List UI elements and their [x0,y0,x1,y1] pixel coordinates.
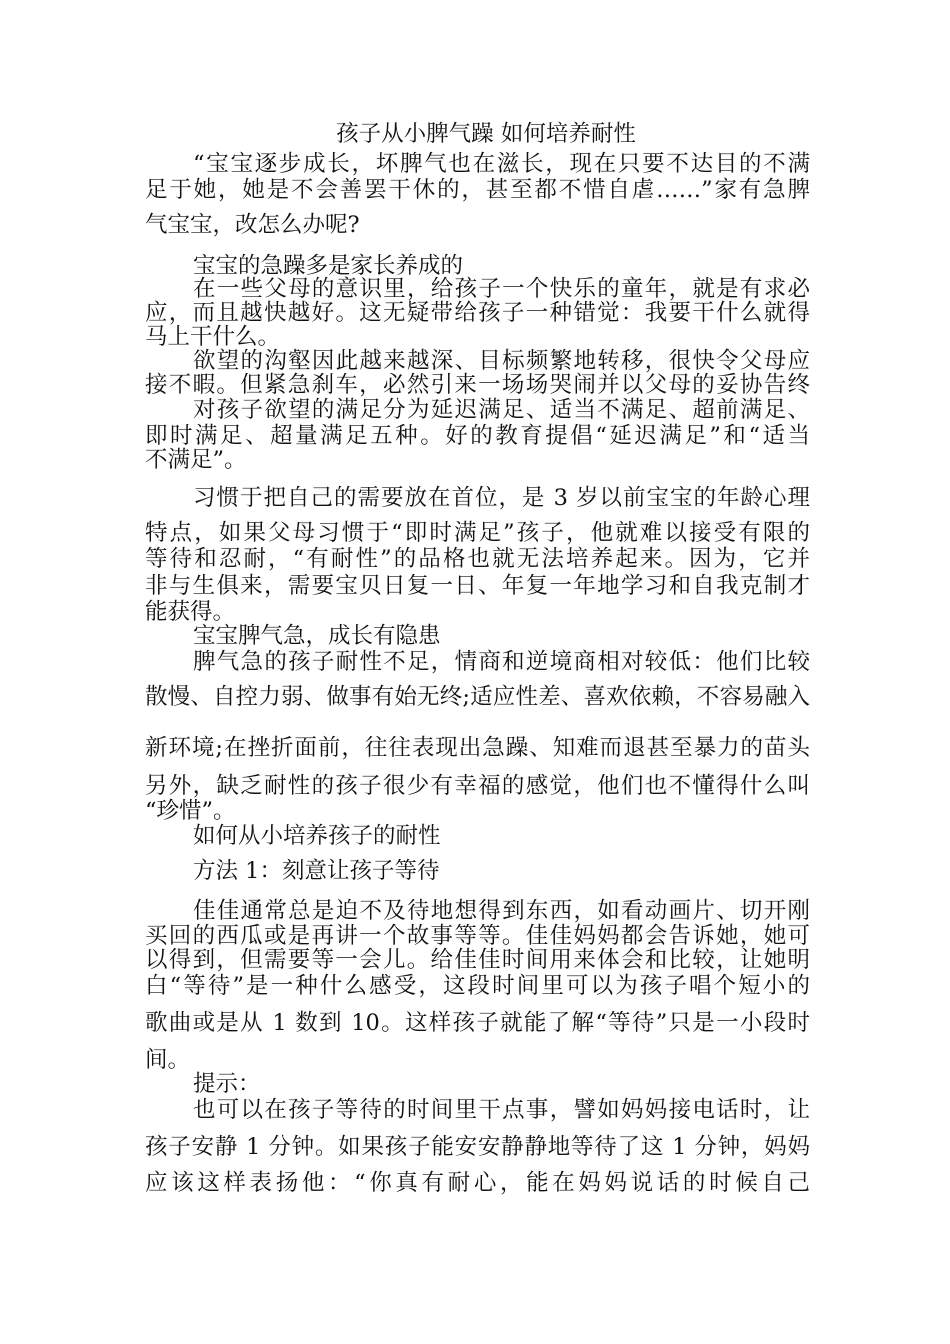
paragraph-line: 新环境;在挫折面前，往往表现出急躁、知难而退甚至暴力的苗头 [145,735,810,761]
paragraph-line: 对孩子欲望的满足分为延迟满足、适当不满足、超前满足、 [193,397,810,423]
paragraph-line: 接不暇。但紧急刹车，必然引来一场场哭闹并以父母的妥协告终 [145,372,810,398]
paragraph-line: 足于她，她是不会善罢干休的，甚至都不惜自虐……”家有急脾 [145,177,810,203]
paragraph-line: 等待和忍耐，“有耐性”的品格也就无法培养起来。因为，它并 [145,546,810,572]
paragraph-line: 应，而且越快越好。这无疑带给孩子一种错觉：我要干什么就得 [145,300,810,326]
method-heading: 方法 1：刻意让孩子等待 [193,858,440,884]
paragraph-line: 即时满足、超量满足五种。好的教育提倡“延迟满足”和“适当 [145,423,810,449]
paragraph-line: 能获得。 [145,599,236,625]
paragraph-line: 佳佳通常总是迫不及待地想得到东西，如看动画片、切开刚 [193,898,810,924]
paragraph-line: 习惯于把自己的需要放在首位，是 3 岁以前宝宝的年龄心理 [193,485,810,511]
paragraph-line: 脾气急的孩子耐性不足，情商和逆境商相对较低：他们比较 [193,649,810,675]
paragraph-line: “宝宝逐步成长，坏脾气也在滋长，现在只要不达目的不满 [193,151,810,177]
paragraph-line: 应该这样表扬他：“你真有耐心，能在妈妈说话的时候自己 [145,1170,810,1196]
paragraph-line: 不满足”。 [145,447,247,473]
section-heading: 如何从小培养孩子的耐性 [193,823,441,849]
paragraph-line: 孩子安静 1 分钟。如果孩子能安安静静地等待了这 1 分钟，妈妈 [145,1134,810,1160]
paragraph-line: 以得到，但需要等一会儿。给佳佳时间用来体会和比较，让她明 [145,947,810,973]
tip-heading: 提示： [193,1071,261,1097]
paragraph-line: 特点，如果父母习惯于“即时满足”孩子，他就难以接受有限的 [145,520,810,546]
paragraph-line: 也可以在孩子等待的时间里干点事，譬如妈妈接电话时，让 [193,1097,810,1123]
paragraph-line: 在一些父母的意识里，给孩子一个快乐的童年，就是有求必 [193,276,810,302]
paragraph-line: “珍惜”。 [145,798,236,824]
document-title: 孩子从小脾气躁 如何培养耐性 [336,121,636,147]
paragraph-line: 气宝宝，改怎么办呢? [145,212,360,238]
paragraph-line: 散慢、自控力弱、做事有始无终;适应性差、喜欢依赖，不容易融入 [145,684,810,710]
paragraph-line: 买回的西瓜或是再讲一个故事等等。佳佳妈妈都会告诉她，她可 [145,923,810,949]
section-heading: 宝宝的急躁多是家长养成的 [193,253,464,279]
section-heading: 宝宝脾气急，成长有隐患 [193,623,441,649]
paragraph-line: 间。 [145,1047,191,1073]
paragraph-line: 歌曲或是从 1 数到 10。这样孩子就能了解“等待”只是一小段时 [145,1010,810,1036]
paragraph-line: 马上干什么。 [145,324,281,350]
paragraph-line: 非与生俱来，需要宝贝日复一日、年复一年地学习和自我克制才 [145,573,810,599]
paragraph-line: 白“等待”是一种什么感受，这段时间里可以为孩子唱个短小的 [145,973,810,999]
paragraph-line: 另外，缺乏耐性的孩子很少有幸福的感觉，他们也不懂得什么叫 [145,773,810,799]
paragraph-line: 欲望的沟壑因此越来越深、目标频繁地转移，很快令父母应 [193,348,810,374]
